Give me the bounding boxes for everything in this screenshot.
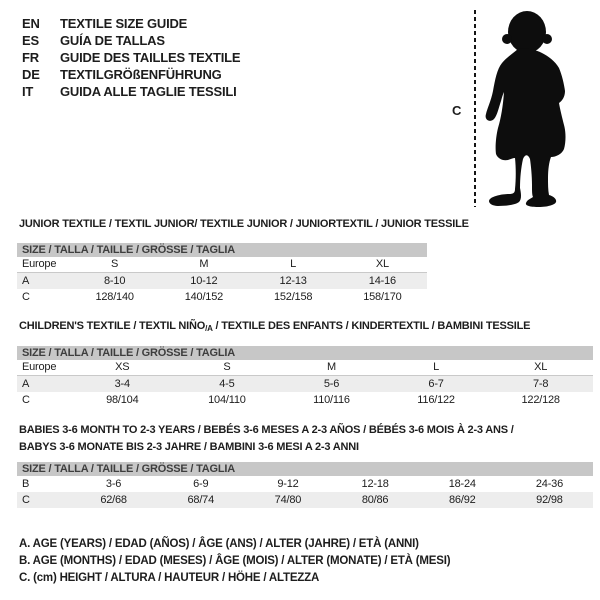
children-table: [17, 346, 593, 408]
row-label: A: [22, 378, 30, 390]
table-cell: 62/68: [100, 494, 127, 506]
table-cell: 122/128: [521, 394, 560, 406]
table-row-c: [17, 289, 427, 305]
table-cell: 10-12: [190, 275, 218, 287]
language-row-de: [22, 66, 240, 83]
language-code: IT: [22, 84, 34, 99]
region-label: Europe: [22, 361, 57, 373]
language-title: GUÍA DE TALLAS: [60, 33, 165, 48]
column-header: M: [327, 361, 336, 373]
column-header: L: [290, 258, 297, 270]
table-cell: 18-24: [448, 478, 476, 490]
children-title-text: / TEXTILE DES ENFANTS / KINDERTEXTIL / BAMBINI TESSILE: [212, 320, 531, 332]
table-cell: 5-6: [323, 378, 340, 390]
table-cell: 92/98: [536, 494, 563, 506]
table-cell: 12-13: [279, 275, 307, 287]
children-title-subscript: /A: [205, 324, 213, 333]
column-header: XL: [375, 258, 389, 270]
table-cell: 12-18: [361, 478, 389, 490]
row-label: B: [22, 478, 30, 490]
table-cell: 7-8: [533, 378, 549, 390]
note-age-months: B. AGE (MONTHS) / EDAD (MESES) / ÂGE (MOIS) / ALTER (MONATE) / ETÀ (MESI): [19, 555, 451, 567]
column-header: S: [223, 361, 231, 373]
table-row-a: [17, 376, 593, 392]
table-cell: 80/86: [361, 494, 389, 506]
language-title: TEXTILE SIZE GUIDE: [60, 16, 188, 31]
language-title: TEXTILGRÖßENFÜHRUNG: [60, 67, 222, 82]
row-label: C: [22, 494, 30, 506]
table-cell: 116/122: [417, 394, 455, 406]
region-label: Europe: [22, 258, 57, 270]
size-header-bar: SIZE / TALLA / TAILLE / GRÖSSE / TAGLIA: [17, 346, 593, 360]
table-cell: 68/74: [187, 494, 215, 506]
table-cell: 14-16: [368, 275, 396, 287]
babies-table-title-line2: BABYS 3-6 MONATE BIS 2-3 JAHRE / BAMBINI 3-6 MESI A 2-3 ANNI: [19, 441, 359, 453]
table-cell: 4-5: [219, 378, 235, 390]
table-cell: 140/152: [184, 291, 224, 303]
language-row-en: [22, 15, 240, 32]
table-cell: 158/170: [363, 291, 402, 303]
table-cell: 8-10: [104, 275, 126, 287]
language-code: ES: [22, 33, 39, 48]
language-title: GUIDA ALLE TAGLIE TESSILI: [60, 84, 237, 99]
column-header: L: [433, 361, 440, 373]
table-row-c: [17, 392, 593, 408]
language-code: DE: [22, 67, 40, 82]
children-title-text: CHILDREN'S TEXTILE / TEXTIL NIÑO: [19, 320, 206, 332]
table-cell: 86/92: [449, 494, 476, 506]
column-header: XL: [534, 361, 548, 373]
height-measure-line: [474, 10, 476, 207]
language-code: EN: [22, 16, 40, 31]
baby-silhouette-icon: [482, 8, 578, 208]
table-cell: 6-9: [193, 478, 209, 490]
table-cell: 98/104: [106, 394, 139, 406]
row-label: A: [22, 275, 30, 287]
height-dimension-label: C: [452, 103, 462, 118]
children-table-title: [19, 320, 530, 333]
note-age-years: A. AGE (YEARS) / EDAD (AÑOS) / ÂGE (ANS) / ALTER (JAHRE) / ETÀ (ANNI): [19, 538, 419, 550]
table-cell: 110/116: [313, 394, 350, 406]
column-header: M: [199, 258, 209, 270]
babies-table: [17, 462, 593, 508]
language-row-es: [22, 32, 240, 49]
legend-notes: [19, 536, 450, 587]
table-cell: 104/110: [208, 394, 246, 406]
size-header-bar: SIZE / TALLA / TAILLE / GRÖSSE / TAGLIA: [17, 243, 427, 257]
table-cell: 9-12: [277, 478, 299, 490]
note-height-cm: C. (cm) HEIGHT / ALTURA / HAUTEUR / HÖHE / ALTEZZA: [19, 572, 320, 584]
table-cell: 128/140: [95, 291, 134, 303]
column-header: XS: [115, 361, 130, 373]
language-title: GUIDE DES TAILLES TEXTILE: [60, 50, 241, 65]
table-row-b: [17, 476, 593, 492]
language-row-fr: [22, 49, 240, 66]
table-row-c: [17, 492, 593, 508]
table-cell: 74/80: [274, 494, 302, 506]
row-label: C: [22, 291, 30, 303]
table-row-europe: [17, 257, 427, 273]
language-code: FR: [22, 50, 39, 65]
table-cell: 152/158: [273, 291, 313, 303]
language-list: [22, 15, 240, 100]
table-cell: 3-6: [105, 478, 122, 490]
table-row-a: [17, 273, 427, 289]
column-header: S: [111, 258, 119, 270]
babies-table-title-line1: BABIES 3-6 MONTH TO 2-3 YEARS / BEBÉS 3-6 MESES A 2-3 AÑOS / BÉBÉS 3-6 MOIS À 2-3 ANS /: [19, 424, 514, 436]
junior-table-title: JUNIOR TEXTILE / TEXTIL JUNIOR/ TEXTILE JUNIOR / JUNIORTEXTIL / JUNIOR TESSILE: [19, 218, 469, 230]
language-row-it: [22, 83, 240, 100]
table-row-europe: [17, 360, 593, 376]
table-cell: 6-7: [428, 378, 444, 390]
size-header-bar: SIZE / TALLA / TAILLE / GRÖSSE / TAGLIA: [17, 462, 593, 476]
row-label: C: [22, 394, 30, 406]
table-cell: 24-36: [535, 478, 564, 490]
table-cell: 3-4: [114, 378, 130, 390]
junior-table: [17, 243, 427, 305]
